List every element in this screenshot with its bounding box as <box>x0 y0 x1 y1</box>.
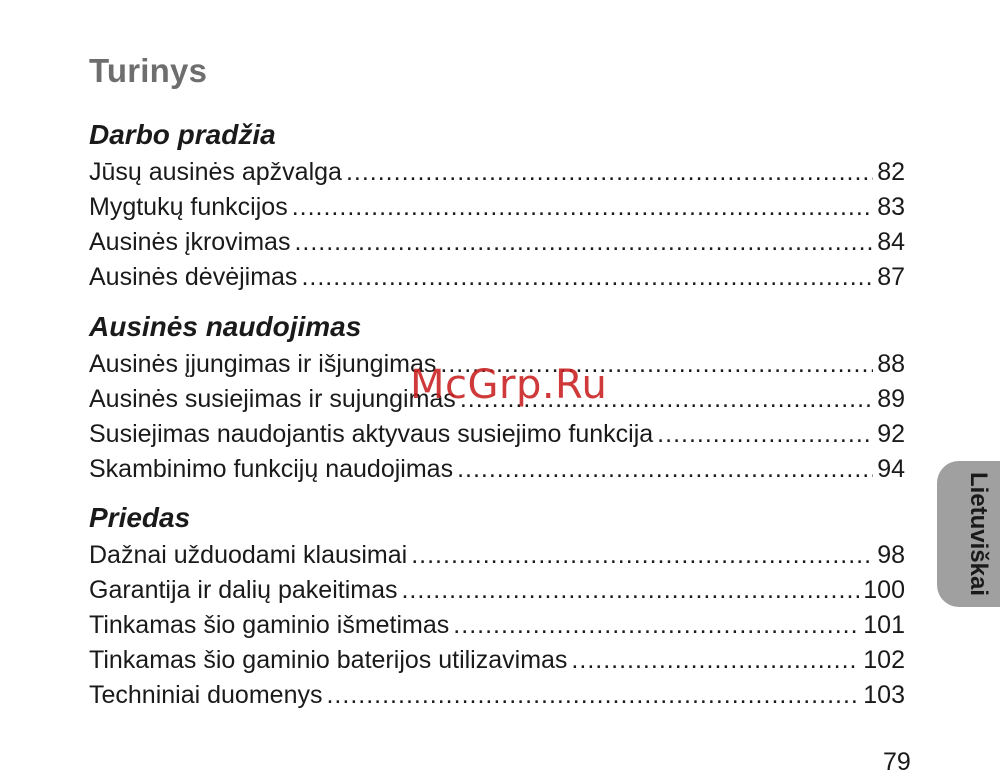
toc-entry-label: Techniniai duomenys <box>89 681 323 709</box>
language-tab-label-wrap <box>958 466 998 602</box>
toc-entry-page: 84 <box>877 228 905 256</box>
toc-entry-label: Skambinimo funkcijų naudojimas <box>89 455 454 483</box>
toc-entry[interactable] <box>89 643 905 678</box>
toc-leader-dots <box>401 573 859 608</box>
toc-leader-dots <box>411 538 873 573</box>
toc-entry-label: Ausinės dėvėjimas <box>89 263 298 291</box>
toc-entry-label: Tinkamas šio gaminio išmetimas <box>89 611 450 639</box>
toc-entry[interactable] <box>89 452 905 487</box>
section-heading: Priedas <box>89 502 191 533</box>
toc-section-appendix <box>89 498 905 713</box>
toc-entry-label: Ausinės įjungimas ir išjungimas <box>89 350 437 378</box>
toc-entry-label: Garantija ir dalių pakeitimas <box>89 576 398 604</box>
toc-leader-dots <box>301 260 873 295</box>
toc-leader-dots <box>294 225 873 260</box>
toc-entry[interactable] <box>89 573 905 608</box>
toc-entry[interactable] <box>89 417 905 452</box>
toc-section-getting-started <box>89 115 905 295</box>
toc-entry-label: Mygtukų funkcijos <box>89 193 288 221</box>
watermark: McGrp.Ru <box>410 362 608 408</box>
toc-leader-dots <box>346 155 873 190</box>
toc-entry-page: 89 <box>877 385 905 413</box>
toc-entry-label: Ausinės susiejimas ir sujungimas <box>89 385 456 413</box>
toc-entry[interactable] <box>89 190 905 225</box>
language-tab-label: Lietuviškai <box>965 471 992 597</box>
toc-entry-label: Tinkamas šio gaminio baterijos utilizavimas <box>89 646 568 674</box>
toc-entry-page: 102 <box>863 646 905 674</box>
toc-entry[interactable] <box>89 260 905 295</box>
toc-entry-label: Susiejimas naudojantis aktyvaus susiejimo funkcija <box>89 420 654 448</box>
toc-leader-dots <box>457 452 873 487</box>
toc-entry[interactable] <box>89 608 905 643</box>
toc-entry-page: 98 <box>877 541 905 569</box>
toc-entry-page: 83 <box>877 193 905 221</box>
toc-entry-page: 88 <box>877 350 905 378</box>
toc-entry-page: 92 <box>877 420 905 448</box>
toc-entry[interactable] <box>89 155 905 190</box>
toc-entry-label: Dažnai užduodami klausimai <box>89 541 408 569</box>
toc-entry-label: Jūsų ausinės apžvalga <box>89 158 342 186</box>
toc-entry-page: 101 <box>863 611 905 639</box>
toc-leader-dots <box>657 417 873 452</box>
toc-leader-dots <box>292 190 873 225</box>
page-number: 79 <box>883 748 911 776</box>
toc-entry-label: Ausinės įkrovimas <box>89 228 291 256</box>
toc-entry-page: 82 <box>877 158 905 186</box>
toc-entry-page: 100 <box>863 576 905 604</box>
section-heading: Ausinės naudojimas <box>89 311 362 342</box>
toc-entry[interactable] <box>89 225 905 260</box>
toc-entry[interactable] <box>89 678 905 713</box>
section-heading: Darbo pradžia <box>89 119 276 150</box>
toc-leader-dots <box>571 643 859 678</box>
toc-entry-page: 94 <box>877 455 905 483</box>
toc-leader-dots <box>453 608 859 643</box>
toc-entry-page: 87 <box>877 263 905 291</box>
toc-leader-dots <box>326 678 859 713</box>
page-title: Turinys <box>89 52 208 89</box>
toc-entry-page: 103 <box>863 681 905 709</box>
toc-entry[interactable] <box>89 538 905 573</box>
